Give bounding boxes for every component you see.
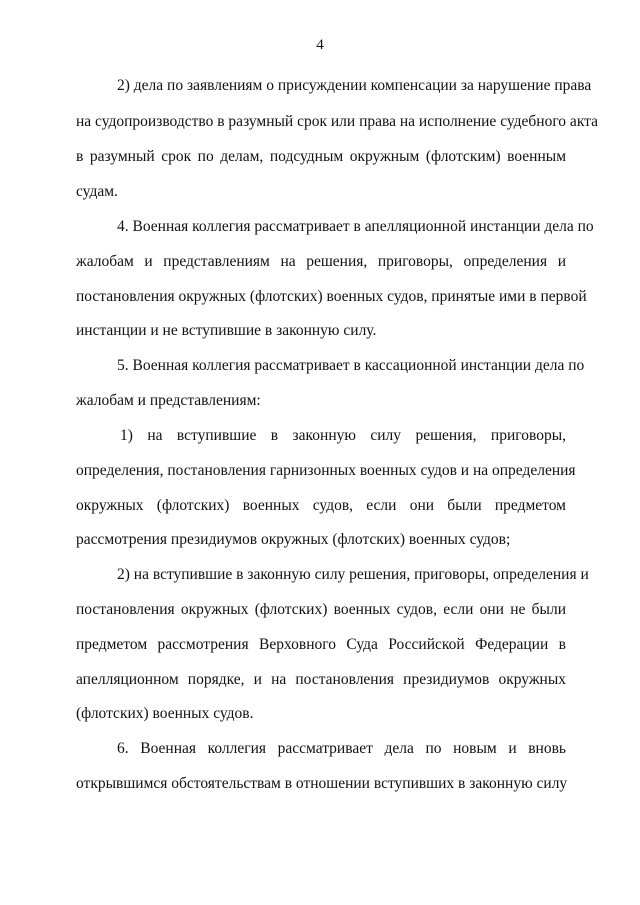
text-line: 4. Военная коллегия рассматривает в апелляционной инстанции дела по (117, 218, 594, 235)
page-number: 4 (316, 37, 324, 53)
text-line: 2) на вступившие в законную силу решения, приговоры, определения и (117, 566, 589, 583)
text-line: в разумный срок по делам, подсудным окружным (флотским) военным (76, 148, 566, 165)
text-line: рассмотрения президиумов окружных (флотских) военных судов; (76, 531, 511, 548)
text-line: судам. (76, 183, 118, 200)
text-line: инстанции и не вступившие в законную силу. (76, 322, 377, 339)
text-line: 6. Военная коллегия рассматривает дела по новым и вновь (117, 740, 566, 757)
text-line: определения, постановления гарнизонных военных судов и на определения (76, 462, 576, 479)
text-line: 5. Военная коллегия рассматривает в кассационной инстанции дела по (117, 357, 585, 374)
text-line: 1) на вступившие в законную силу решения, приговоры, (120, 427, 566, 444)
text-line: (флотских) военных судов. (76, 705, 254, 722)
text-line: постановления окружных (флотских) военных судов, принятые ими в первой (76, 288, 587, 305)
text-line: апелляционном порядке, и на постановления президиумов окружных (76, 671, 566, 688)
text-line: предметом рассмотрения Верховного Суда Российской Федерации в (76, 636, 566, 653)
text-line: 2) дела по заявлениям о присуждении компенсации за нарушение права (117, 77, 592, 94)
text-line: на судопроизводство в разумный срок или права на исполнение судебного акта (76, 113, 598, 130)
text-line: жалобам и представлениям: (76, 392, 261, 409)
text-line: постановления окружных (флотских) военных судов, если они не были (76, 601, 566, 618)
text-line: окружных (флотских) военных судов, если они были предметом (76, 497, 566, 514)
text-line: жалобам и представлениям на решения, приговоры, определения и (76, 253, 566, 270)
text-line: открывшимся обстоятельствам в отношении вступивших в законную силу (76, 775, 568, 792)
